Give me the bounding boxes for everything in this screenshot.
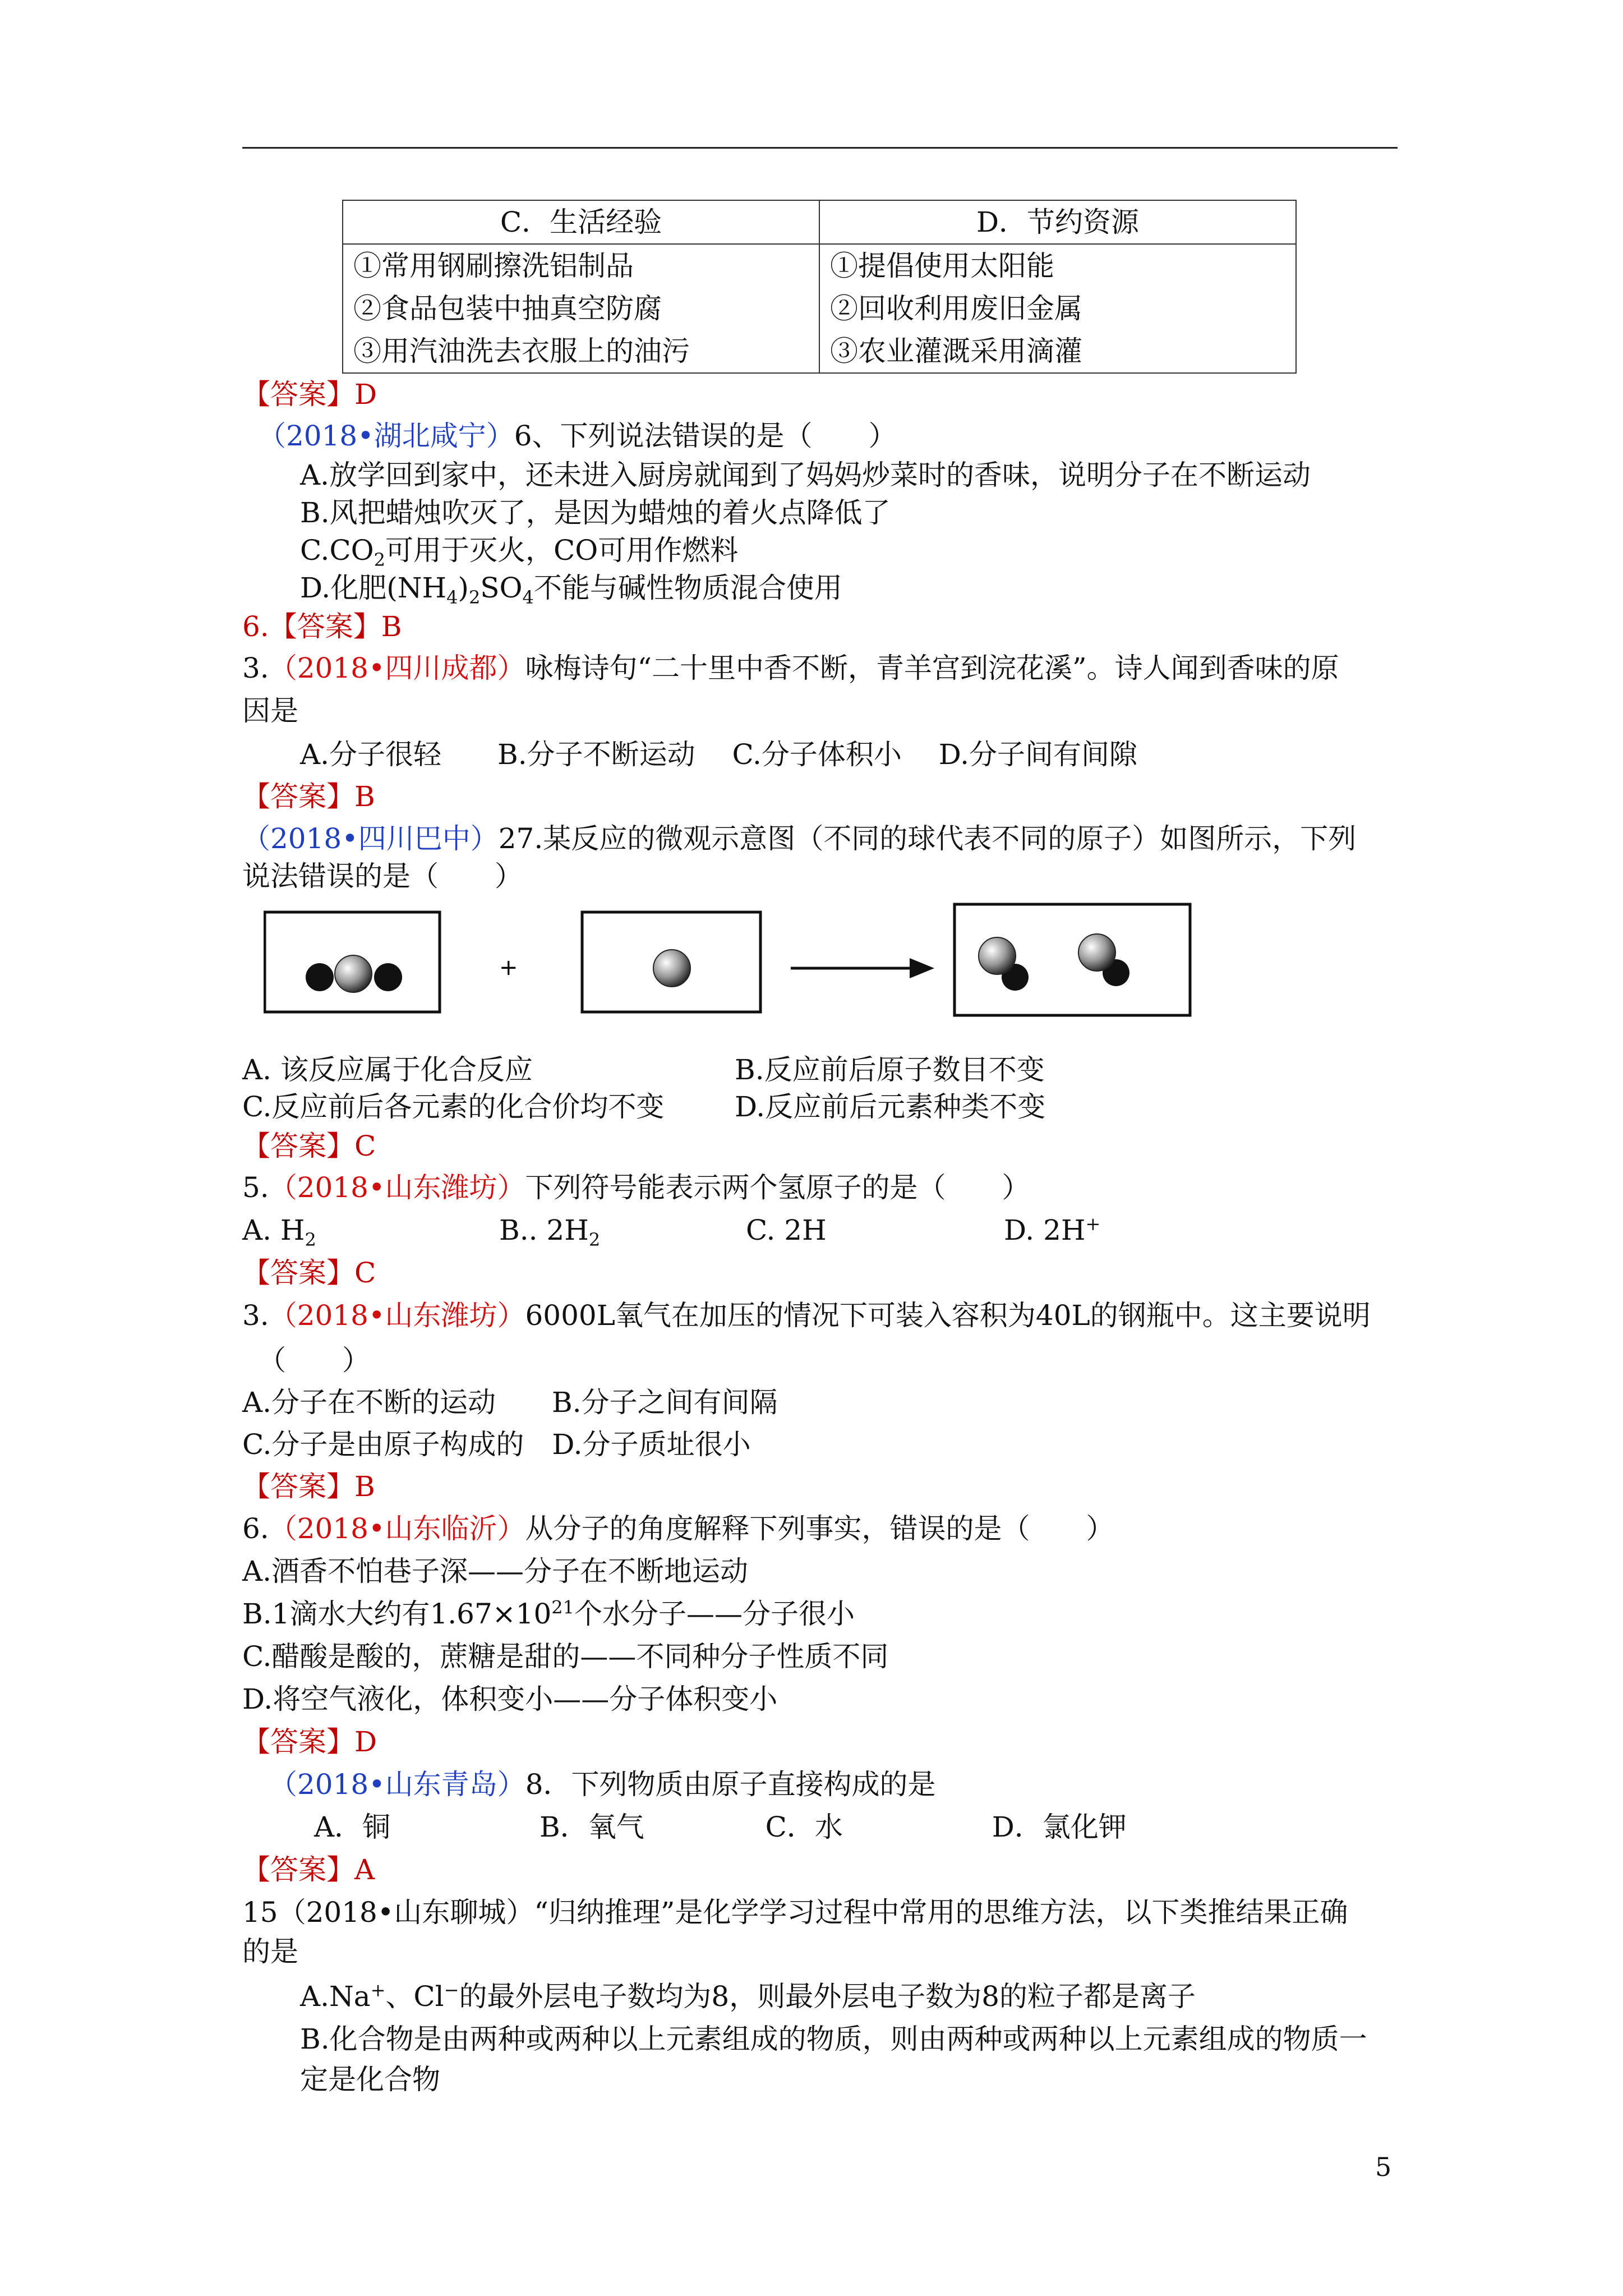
black-atom	[306, 963, 334, 991]
options: A.分子在不断的运动 B.分子之间有间隔	[242, 1386, 778, 1419]
table-cell: ②回收利用废旧金属	[830, 292, 1082, 325]
question-source: （2018•山东临沂）	[269, 1512, 525, 1545]
options: A.分子很轻 B.分子不断运动 C.分子体积小 D.分子间有间隙	[300, 738, 1137, 771]
white-atom	[979, 937, 1016, 974]
option-a: A. $H_2$	[242, 1214, 316, 1250]
white-atom	[653, 950, 690, 987]
option-d: D.将空气液化，体积变小——分子体积变小	[242, 1683, 778, 1715]
option-b: B.. $2H_2$	[499, 1214, 601, 1250]
question-stem: 3.（2018•四川成都）咏梅诗句“二十里中香不断，青羊宫到浣花溪”。诗人闻到香味的原	[242, 652, 1339, 684]
table-cell: ③用汽油洗去衣服上的油污	[353, 335, 690, 367]
question-text: 6、下列说法错误的是（ ）	[514, 420, 897, 452]
question-stem	[258, 416, 897, 455]
table-cell: ②食品包装中抽真空防腐	[353, 292, 662, 325]
white-atom	[1078, 934, 1115, 971]
comparison-table	[342, 200, 1297, 374]
reaction-diagram	[264, 890, 1195, 1041]
option-b-cont: 定是化合物	[300, 2063, 440, 2096]
option-b: B.风把蜡烛吹灭了，是因为蜡烛的着火点降低了	[300, 496, 891, 529]
question-stem: 3.（2018•山东潍坊）6000L氧气在加压的情况下可装入容积为40L的钢瓶中。这主要说明	[242, 1299, 1371, 1332]
question-stem: 15（2018•山东聊城）“归纳推理”是化学学习过程中常用的思维方法，以下类推结果正确	[242, 1896, 1348, 1929]
question-text: 的是	[242, 1935, 298, 1968]
header-rule	[242, 147, 1398, 149]
option-c: C.醋酸是酸的，蔗糖是甜的——不同种分子性质不同	[242, 1640, 889, 1673]
option-a: A.酒香不怕巷子深——分子在不断地运动	[242, 1555, 749, 1588]
option-a: A. 该反应属于化合反应	[242, 1053, 533, 1086]
question-source: （2018•四川巴中）	[242, 822, 499, 855]
black-atom	[374, 963, 402, 991]
table-col-c	[343, 244, 819, 373]
question-source: （2018•山东潍坊）	[269, 1299, 525, 1332]
table-cell: ③农业灌溉采用滴灌	[830, 335, 1082, 367]
option-c: C.反应前后各元素的化合价均不变	[242, 1091, 665, 1123]
option-a: A.Na+、Cl−的最外层电子数均为8，则最外层电子数为8的粒子都是离子	[300, 1979, 1196, 2013]
table-head-d: D．节约资源	[819, 200, 1296, 244]
option-c: C. 2H	[746, 1214, 827, 1246]
answer: 【答案】D	[242, 1726, 377, 1758]
question-source: （2018•山东潍坊）	[269, 1171, 525, 1204]
page-number: 5	[1375, 2152, 1392, 2182]
option-b: B.1滴水大约有$1.67\times 10^{21}$个水分子——分子很小	[242, 1596, 855, 1630]
table-cell: ①提倡使用太阳能	[830, 250, 1054, 282]
option-d: D. 2H+	[1004, 1213, 1101, 1246]
question-stem: 5.（2018•山东潍坊）下列符号能表示两个氢原子的是（ ）	[242, 1171, 1030, 1204]
table-col-d	[819, 244, 1296, 373]
question-stem: （2018•四川巴中）27.某反应的微观示意图（不同的球代表不同的原子）如图所示，下列	[242, 822, 1357, 855]
option-d: D.反应前后元素种类不变	[735, 1091, 1046, 1123]
question-source: （2018•湖北咸宁）	[258, 420, 514, 452]
question-source: （2018•四川成都）	[269, 652, 525, 684]
option-c: $C.CO_2$可用于灭火，CO可用作燃料	[300, 534, 739, 570]
plus-sign: +	[499, 955, 518, 981]
question-stem: （2018•山东青岛）8．下列物质由原子直接构成的是	[269, 1768, 936, 1801]
question-stem: 6.（2018•山东临沂）从分子的角度解释下列事实，错误的是（ ）	[242, 1512, 1114, 1545]
answer: 【答案】C	[242, 1130, 376, 1162]
table-head-c: C．生活经验	[343, 200, 819, 244]
option-d: D.化肥$(NH_4)_2SO_4$不能与碱性物质混合使用	[300, 572, 842, 608]
question-text: 说法错误的是（ ）	[242, 860, 523, 892]
options: A．铜 B．氧气 C．水 D．氯化钾	[314, 1811, 1127, 1843]
option-a: A.放学回到家中，还未进入厨房就闻到了妈妈炒菜时的香味，说明分子在不断运动	[300, 459, 1311, 491]
question-paren: （ ）	[258, 1344, 370, 1377]
arrow-head	[910, 958, 934, 978]
answer: 【答案】A	[242, 1853, 375, 1886]
options: C.分子是由原子构成的 D.分子质址很小	[242, 1428, 751, 1461]
white-atom	[335, 955, 372, 992]
table-cell: ①常用钢刷擦洗铝制品	[353, 250, 634, 282]
answer: 6.【答案】B	[242, 610, 402, 643]
answer: 【答案】D	[242, 378, 377, 411]
option-b: B.化合物是由两种或两种以上元素组成的物质，则由两种或两种以上元素组成的物质一	[300, 2023, 1367, 2055]
answer: 【答案】C	[242, 1257, 376, 1289]
option-b: B.反应前后原子数目不变	[735, 1053, 1045, 1086]
question-source: （2018•山东青岛）	[269, 1768, 525, 1801]
question-text: 因是	[242, 694, 298, 727]
answer: 【答案】B	[242, 1470, 375, 1503]
answer: 【答案】B	[242, 780, 375, 813]
